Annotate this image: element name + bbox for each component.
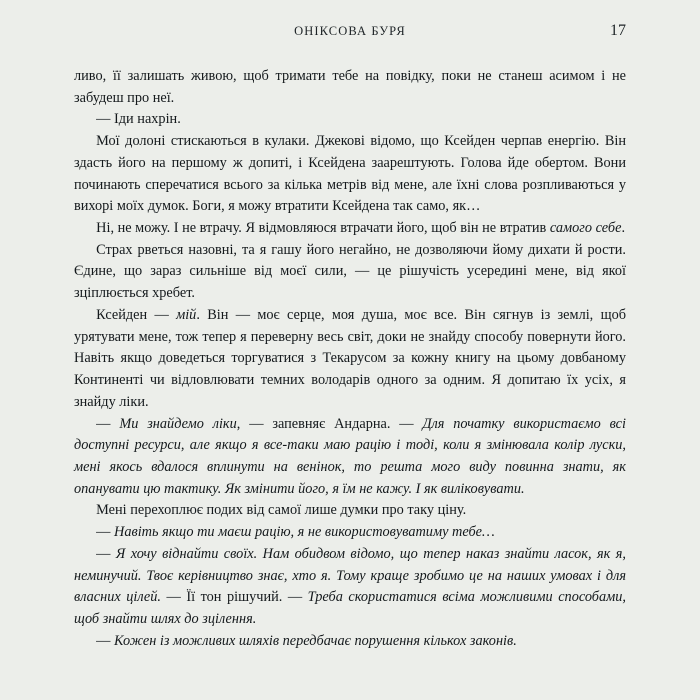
page-number: 17 [610,22,626,39]
running-head: ОНІКСОВА БУРЯ [294,24,406,38]
emphasis: самого себе [549,220,622,237]
paragraph: Ні, не можу. І не втрачу. Я відмовляюся втрачати його, щоб він не втратив самого себе. [96,220,626,237]
emphasis: мій [176,306,197,323]
paragraph: ливо, її залишать живою, щоб тримати тебе на повідку, поки не станеш асимом і не забудеш про неї. [74,68,626,106]
emphasis: Ми знайдемо ліки [119,415,237,432]
emphasis: Я хочу віднайти своїх. Нам обидвом відомо, що тепер наказ знайти ласок, як я, неминучий. Твоє керівництво знає, хто я. Тому краще зробимо це на наших умовах і для власних цілей. [74,545,626,606]
page-header [74,22,626,52]
emphasis: Треба скористатися всіма можливими способами, щоб знайти шлях до зцілення. [74,589,626,627]
paragraph: Мої долоні стискаються в кулаки. Джекові відомо, що Ксейден черпав енергію. Він здасть його на першому ж допиті, і Ксейдена заарештують. Голова йде обертом. Вони починають сперечатися всього за кілька метрів від мене, але їхні слова розпливаються у вихорі моїх думок. Боги, я можу втратити Ксейдена так само, як… [74,133,626,215]
paragraph: — Ми знайдемо ліки, — запевняє Андарна. — Для початку використаємо всі доступні ресурси, але якщо я все-таки маю рацію і тоді, коли я змінювала колір луски, мені якось вдалося вплинути на венінок, то решта мого виду повинна знати, як опанувати цю тактику. Як змінити його, я їм не кажу. І як виліковувати. [74,415,627,497]
paragraph: Ксейден — мій. Він — моє серце, моя душа, моє все. Він сягнув із землі, щоб урятувати мене, тож тепер я переверну весь світ, доки не знайду способу повернути його. Навіть якщо доведеться торгуватися з Текарусом за кожну книгу на цьому довбаному Континенті чи відловлювати темних володарів одного за одним. Я допитаю їх усіх, я знайду ліки. [74,306,627,410]
emphasis: Навіть якщо ти маєш рацію, я не використовуватиму тебе… [114,524,495,541]
emphasis: Кожен із можливих шляхів передбачає порушення кількох законів. [114,632,517,649]
paragraph: — Іди нахрін. [96,111,181,128]
emphasis: Для початку використаємо всі доступні ресурси, але якщо я все-таки маю рацію і тоді, коли я змінювала колір луски, мені якось вдалося вплинути на венінок, то решта мого виду повинна знати, як опанувати цю тактику. Як змінити його, я їм не кажу. І як виліковувати. [74,415,627,497]
paragraph: — Кожен із можливих шляхів передбачає порушення кількох законів. [96,632,517,649]
paragraph: Страх рветься назовні, та я гашу його негайно, не дозволяючи йому дихати й рости. Єдине, що зараз сильніше від моєї сили, — це рішучість усередині мене, від якої зціплюється хребет. [74,241,626,302]
paragraph: Мені перехоплює подих від самої лише думки про таку ціну. [96,502,467,519]
paragraph: — Я хочу віднайти своїх. Нам обидвом відомо, що тепер наказ знайти ласок, як я, неминучий. Твоє керівництво знає, хто я. Тому краще зробимо це на наших умовах і для власних цілей. — Її тон рішучий. — Треба скористатися всіма можливими способами, щоб знайти шлях до зцілення. [74,545,626,627]
paragraph: — Навіть якщо ти маєш рацію, я не використовуватиму тебе… [96,524,495,541]
page-body [74,66,626,652]
